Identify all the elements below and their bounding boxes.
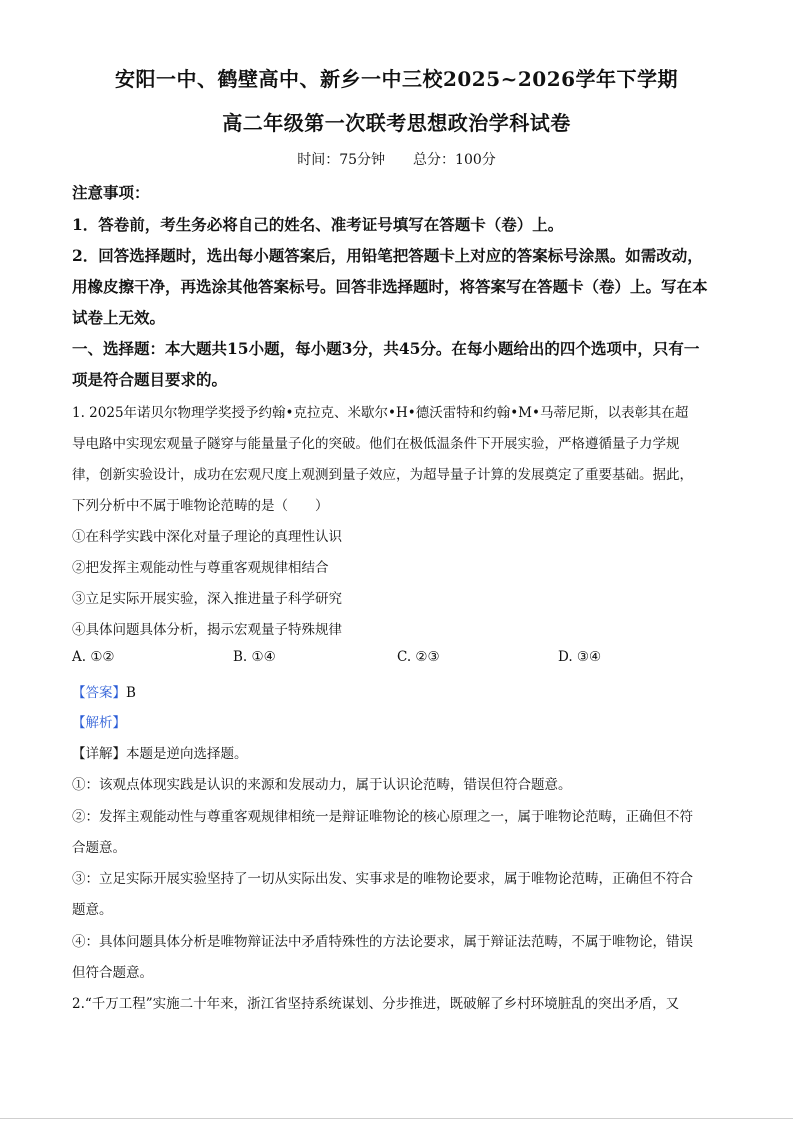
exam-score: 总分：100分	[413, 152, 496, 168]
answer-value: B	[126, 685, 136, 701]
notes-item-1: 1．答卷前，考生务必将自己的姓名、准考证号填写在答题卡（卷）上。	[72, 215, 564, 234]
q2-stem-line: 2.“千万工程”实施二十年来，浙江省坚持系统谋划、分步推进，既破解了乡村环境脏乱的突出矛盾，又	[72, 996, 680, 1012]
q1-answer	[72, 681, 732, 701]
exam-title-line2: 高二年级第一次联考思想政治学科试卷	[222, 111, 571, 135]
detail-line: ①：该观点体现实践是认识的来源和发展动力，属于认识论范畴，错误但符合题意。	[72, 777, 572, 793]
section-heading-line1: 一、选择题：本大题共15小题，每小题3分，共45分。在每小题给出的四个选项中，只有一	[72, 339, 700, 358]
q1-stem-line: 1. 2025年诺贝尔物理学奖授予约翰•克拉克、米歇尔•H•德沃雷特和约翰•M•马蒂尼斯，以表彰其在超	[72, 405, 689, 421]
q1-option-d: D. ③④	[558, 649, 602, 665]
detail-line: ②：发挥主观能动性与尊重客观规律相统一是辩证唯物论的核心原理之一，属于唯物论范畴，正确但不符	[72, 809, 693, 825]
detail-line: 但符合题意。	[72, 965, 153, 981]
detail-line: ③：立足实际开展实验坚持了一切从实际出发、实事求是的唯物论要求，属于唯物论范畴，正确但不符合	[72, 871, 693, 887]
q1-option-c: C. ②③	[397, 649, 440, 665]
page-bottom-rule	[0, 1118, 793, 1119]
detail-line: 题意。	[72, 902, 113, 918]
notes-item-2-line1: 2．回答选择题时，选出每小题答案后，用铅笔把答题卡上对应的答案标号涂黑。如需改动，	[72, 246, 703, 265]
answer-label: 【答案】	[72, 685, 126, 701]
analysis-label: 【解析】	[72, 715, 126, 731]
exam-time: 时间：75分钟	[297, 152, 386, 168]
detail-line: 【详解】本题是逆向选择题。	[72, 746, 248, 762]
detail-line: ④：具体问题具体分析是唯物辩证法中矛盾特殊性的方法论要求，属于辩证法范畴，不属于唯物论，错误	[72, 934, 693, 950]
exam-title-line1: 安阳一中、鹤壁高中、新乡一中三校2025~2026学年下学期	[114, 67, 679, 91]
notes-heading: 注意事项：	[72, 183, 150, 202]
q1-stem-line: 下列分析中不属于唯物论范畴的是（ ）	[72, 498, 329, 514]
q1-statement-1: ①在科学实践中深化对量子理论的真理性认识	[72, 529, 342, 545]
q1-option-b: B. ①④	[233, 649, 276, 665]
q1-stem-line: 律，创新实验设计，成功在宏观尺度上观测到量子效应，为超导量子计算的发展奠定了重要基础。据此，	[72, 467, 693, 483]
notes-item-2-line2: 用橡皮擦干净，再选涂其他答案标号。回答非选择题时，将答案写在答题卡（卷）上。写在本	[72, 277, 708, 296]
section-heading-line2: 项是符合题目要求的。	[72, 370, 228, 389]
q1-statement-3: ③立足实际开展实验，深入推进量子科学研究	[72, 591, 342, 607]
q1-option-a: A. ①②	[72, 649, 115, 665]
exam-meta	[0, 149, 793, 169]
detail-line: 合题意。	[72, 840, 126, 856]
q1-statement-4: ④具体问题具体分析，揭示宏观量子特殊规律	[72, 622, 342, 638]
q1-statement-2: ②把发挥主观能动性与尊重客观规律相结合	[72, 560, 329, 576]
q1-stem-line: 导电路中实现宏观量子隧穿与能量量子化的突破。他们在极低温条件下开展实验，严格遵循量子力学规	[72, 436, 680, 452]
notes-item-2-line3: 试卷上无效。	[72, 308, 166, 327]
